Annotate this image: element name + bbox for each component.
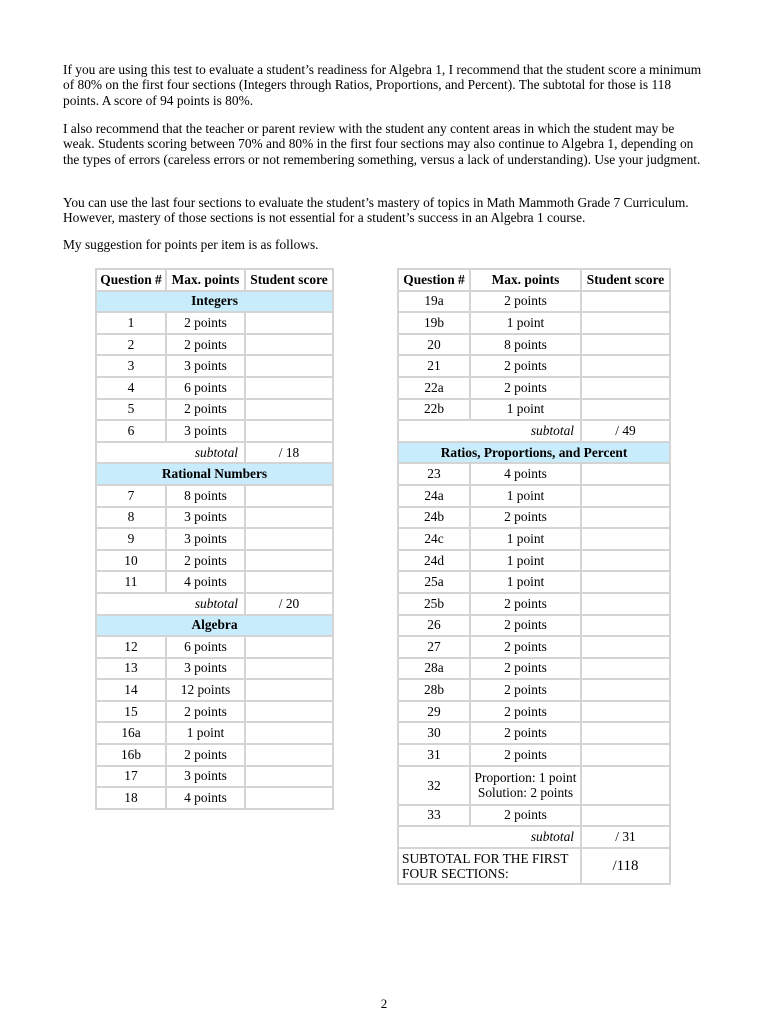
max-points: 3 points (166, 355, 245, 377)
points-table-left (95, 268, 334, 810)
student-score-cell[interactable] (245, 377, 333, 399)
max-points: 2 points (470, 679, 581, 701)
question-number: 20 (398, 334, 470, 356)
table-row (96, 722, 333, 744)
student-score-cell[interactable] (245, 679, 333, 701)
page-number: 2 (380, 996, 388, 1011)
table-row (398, 722, 670, 744)
question-number: 1 (96, 312, 166, 334)
question-number: 18 (96, 787, 166, 809)
question-number: 8 (96, 507, 166, 529)
max-points: 6 points (166, 636, 245, 658)
max-points-line-2: Solution: 2 points (477, 785, 574, 801)
max-points: 3 points (166, 528, 245, 550)
header-student-score: Student score (245, 269, 333, 291)
student-score-cell[interactable] (581, 463, 670, 485)
header-max-points: Max. points (470, 269, 581, 291)
section-title-integers: Integers (96, 291, 333, 313)
question-number: 28a (398, 658, 470, 680)
section-title-algebra: Algebra (96, 615, 333, 637)
student-score-cell[interactable] (581, 571, 670, 593)
table-row (96, 377, 333, 399)
table-row (398, 615, 670, 637)
question-number: 19a (398, 291, 470, 313)
question-number: 15 (96, 701, 166, 723)
final-subtotal-label: SUBTOTAL FOR THE FIRST FOUR SECTIONS: (398, 848, 581, 884)
question-number: 12 (96, 636, 166, 658)
question-number: 14 (96, 679, 166, 701)
student-score-cell[interactable] (245, 507, 333, 529)
question-number: 4 (96, 377, 166, 399)
student-score-cell[interactable] (581, 593, 670, 615)
intro-paragraph-4: My suggestion for points per item is as follows. (63, 237, 319, 252)
intro-paragraph-2: I also recommend that the teacher or parent review with the student any content areas in which the student may be weak. Students scoring between 70% and 80% in the first four sections may also continue to Algebra 1, depending on the types of errors (careless errors or not remembering something, versus a lack of understanding). Use your judgment. (63, 121, 701, 167)
max-points: 3 points (166, 507, 245, 529)
max-points: 2 points (470, 355, 581, 377)
final-subtotal-row (398, 848, 670, 884)
question-number: 21 (398, 355, 470, 377)
question-number: 33 (398, 805, 470, 827)
max-points: 2 points (166, 550, 245, 572)
max-points: 2 points (166, 312, 245, 334)
question-number: 16b (96, 744, 166, 766)
max-points: 2 points (470, 805, 581, 827)
question-number: 31 (398, 744, 470, 766)
student-score-cell[interactable] (581, 679, 670, 701)
max-points: 2 points (166, 399, 245, 421)
subtotal-value: / 31 (581, 826, 670, 848)
table-row (398, 399, 670, 421)
question-number: 24b (398, 507, 470, 529)
max-points: 3 points (166, 420, 245, 442)
table-row (398, 744, 670, 766)
student-score-cell[interactable] (581, 507, 670, 529)
section-title-ratios: Ratios, Proportions, and Percent (398, 442, 670, 464)
table-row (96, 507, 333, 529)
max-points: 2 points (470, 593, 581, 615)
table-row (96, 485, 333, 507)
table-row (398, 507, 670, 529)
question-number: 24a (398, 485, 470, 507)
question-number: 22a (398, 377, 470, 399)
table-row (96, 528, 333, 550)
table-row (96, 701, 333, 723)
question-number: 27 (398, 636, 470, 658)
student-score-cell[interactable] (245, 701, 333, 723)
max-points: 4 points (470, 463, 581, 485)
max-points: 2 points (166, 701, 245, 723)
question-number: 10 (96, 550, 166, 572)
header-max-points: Max. points (166, 269, 245, 291)
max-points-line-1: Proportion: 1 point (474, 770, 577, 786)
student-score-cell[interactable] (581, 615, 670, 637)
max-points: 1 point (470, 312, 581, 334)
max-points: 1 point (470, 399, 581, 421)
subtotal-label: subtotal (398, 420, 581, 442)
student-score-cell[interactable] (245, 334, 333, 356)
student-score-cell[interactable] (581, 550, 670, 572)
table-row (398, 312, 670, 334)
table-row (96, 679, 333, 701)
max-points: 2 points (470, 291, 581, 313)
subtotal-label: subtotal (398, 826, 581, 848)
question-number: 7 (96, 485, 166, 507)
student-score-cell[interactable] (581, 744, 670, 766)
student-score-cell[interactable] (581, 485, 670, 507)
table-row (398, 485, 670, 507)
max-points: 2 points (470, 636, 581, 658)
question-number: 11 (96, 571, 166, 593)
max-points: 2 points (470, 377, 581, 399)
student-score-cell[interactable] (581, 355, 670, 377)
question-number: 22b (398, 399, 470, 421)
student-score-cell[interactable] (581, 291, 670, 313)
question-number: 5 (96, 399, 166, 421)
table-row (398, 658, 670, 680)
question-number: 3 (96, 355, 166, 377)
subtotal-label: subtotal (96, 593, 245, 615)
question-number: 24d (398, 550, 470, 572)
table-row (96, 571, 333, 593)
question-number: 17 (96, 766, 166, 788)
header-question: Question # (398, 269, 470, 291)
student-score-cell[interactable] (245, 528, 333, 550)
student-score-cell[interactable] (245, 550, 333, 572)
table-row (398, 528, 670, 550)
max-points: 1 point (470, 550, 581, 572)
question-number: 28b (398, 679, 470, 701)
header-question: Question # (96, 269, 166, 291)
max-points: 2 points (470, 722, 581, 744)
student-score-cell[interactable] (245, 485, 333, 507)
points-table-right (397, 268, 671, 885)
max-points: 1 point (166, 722, 245, 744)
question-number: 25b (398, 593, 470, 615)
table-row (398, 766, 670, 805)
table-row (398, 679, 670, 701)
question-number: 32 (398, 766, 470, 805)
question-number: 19b (398, 312, 470, 334)
question-number: 2 (96, 334, 166, 356)
student-score-cell[interactable] (581, 701, 670, 723)
subtotal-value: / 18 (245, 442, 333, 464)
question-number: 6 (96, 420, 166, 442)
max-points: 2 points (470, 507, 581, 529)
table-row (398, 291, 670, 313)
table-row (96, 787, 333, 809)
student-score-cell[interactable] (581, 722, 670, 744)
table-header-row (96, 269, 333, 291)
max-points: 4 points (166, 571, 245, 593)
section-title-rational-numbers: Rational Numbers (96, 463, 333, 485)
table-row (96, 334, 333, 356)
student-score-cell[interactable] (581, 399, 670, 421)
question-number: 9 (96, 528, 166, 550)
question-number: 25a (398, 571, 470, 593)
student-score-cell[interactable] (245, 766, 333, 788)
student-score-cell[interactable] (245, 420, 333, 442)
table-row (96, 550, 333, 572)
student-score-cell[interactable] (581, 636, 670, 658)
subtotal-label: subtotal (96, 442, 245, 464)
student-score-cell[interactable] (245, 571, 333, 593)
student-score-cell[interactable] (245, 399, 333, 421)
max-points: 3 points (166, 766, 245, 788)
table-row (398, 571, 670, 593)
student-score-cell[interactable] (581, 658, 670, 680)
max-points: 1 point (470, 528, 581, 550)
table-row (398, 805, 670, 827)
question-number: 13 (96, 658, 166, 680)
max-points: 2 points (470, 744, 581, 766)
student-score-cell[interactable] (581, 528, 670, 550)
question-number: 23 (398, 463, 470, 485)
intro-paragraph-1: If you are using this test to evaluate a student’s readiness for Algebra 1, I recommend that the student score a minimum of 80% on the first four sections (Integers through Ratios, Proportions, and Percent). The subtotal for those is 118 points. A score of 94 points is 80%. (63, 62, 702, 108)
max-points: 2 points (470, 658, 581, 680)
table-row (398, 463, 670, 485)
student-score-cell[interactable] (581, 312, 670, 334)
max-points: 1 point (470, 485, 581, 507)
max-points: 2 points (470, 615, 581, 637)
max-points: 2 points (166, 744, 245, 766)
table-row (96, 658, 333, 680)
table-row (96, 355, 333, 377)
subtotal-value: / 20 (245, 593, 333, 615)
table-row (398, 593, 670, 615)
table-row (398, 636, 670, 658)
table-row (96, 399, 333, 421)
max-points (470, 766, 581, 805)
student-score-cell[interactable] (245, 355, 333, 377)
final-subtotal-value: /118 (581, 848, 670, 884)
max-points: 8 points (470, 334, 581, 356)
question-number: 16a (96, 722, 166, 744)
student-score-cell[interactable] (245, 722, 333, 744)
max-points: 8 points (166, 485, 245, 507)
table-row (96, 420, 333, 442)
subtotal-row (96, 593, 333, 615)
student-score-cell[interactable] (581, 334, 670, 356)
table-row (96, 312, 333, 334)
question-number: 24c (398, 528, 470, 550)
student-score-cell[interactable] (245, 658, 333, 680)
max-points: 2 points (470, 701, 581, 723)
table-row (96, 766, 333, 788)
max-points: 3 points (166, 658, 245, 680)
table-row (398, 701, 670, 723)
question-number: 30 (398, 722, 470, 744)
table-row (398, 377, 670, 399)
subtotal-row (398, 826, 670, 848)
subtotal-value: / 49 (581, 420, 670, 442)
student-score-cell[interactable] (581, 377, 670, 399)
table-header-row (398, 269, 670, 291)
table-row (398, 550, 670, 572)
table-row (398, 334, 670, 356)
max-points: 1 point (470, 571, 581, 593)
subtotal-row (398, 420, 670, 442)
student-score-cell[interactable] (245, 312, 333, 334)
student-score-cell[interactable] (581, 805, 670, 827)
intro-paragraph-3: You can use the last four sections to evaluate the student’s mastery of topics in Math Mammoth Grade 7 Curriculum. However, mastery of those sections is not essential for a student’s success in an Algebra 1 course. (63, 195, 689, 226)
table-row (398, 355, 670, 377)
table-row (96, 744, 333, 766)
table-row (96, 636, 333, 658)
header-student-score: Student score (581, 269, 670, 291)
max-points: 2 points (166, 334, 245, 356)
question-number: 29 (398, 701, 470, 723)
student-score-cell[interactable] (581, 766, 670, 805)
student-score-cell[interactable] (245, 744, 333, 766)
student-score-cell[interactable] (245, 787, 333, 809)
student-score-cell[interactable] (245, 636, 333, 658)
max-points: 4 points (166, 787, 245, 809)
max-points: 12 points (166, 679, 245, 701)
question-number: 26 (398, 615, 470, 637)
max-points: 6 points (166, 377, 245, 399)
subtotal-row (96, 442, 333, 464)
